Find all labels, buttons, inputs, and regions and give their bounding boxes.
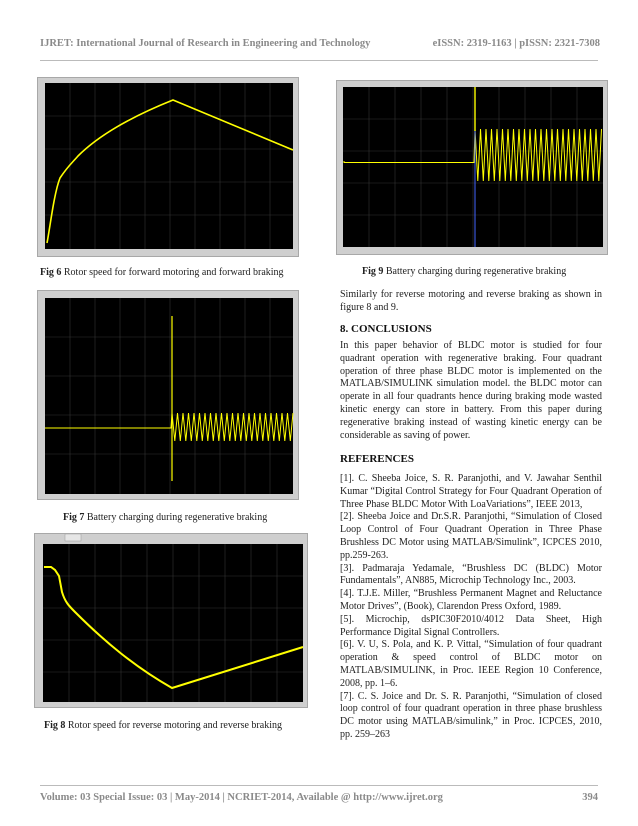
intro-paragraph: Similarly for reverse motoring and reverse braking as shown in figure 8 and 9.: [340, 289, 602, 313]
footer-text: Volume: 03 Special Issue: 03 | May-2014 | NCRIET-2014, Available @ http://www.ijret.org: [40, 792, 443, 803]
reference-item: [6]. V. U, S. Pola, and K. P. Vittal, “Simulation of four quadrant operation & speed control of BLDC motor on MATLAB/SIMULINK, in Proc. IEEE Region 10 Conference, 2008, pp. 1–6.: [340, 639, 602, 689]
conclusions-paragraph: In this paper behavior of BLDC motor is studied for four quadrant operation with regenerative braking. Four quadrant operation of three phase BLDC motor is implemented on the MATLAB/SIMULINK simulation model. the BLDC motor can operate in all four quadrants hence during braking mode wasted kinetic energy can store in battery. From this paper during regenerative braking instead of wasting kinetic energy can be considerable as saving of power.: [340, 340, 602, 441]
fig9-scope: [336, 80, 608, 255]
page-footer: [40, 792, 598, 803]
footer-rule: [40, 785, 598, 786]
conclusions-heading: 8. CONCLUSIONS: [340, 323, 432, 335]
fig8-label: Fig 8: [44, 720, 66, 731]
header-rule: [40, 60, 598, 61]
fig6-text: Rotor speed for forward motoring and forward braking: [63, 267, 284, 278]
journal-title: IJRET: International Journal of Research in Engineering and Technology: [40, 38, 371, 49]
fig8-text: Rotor speed for reverse motoring and reverse braking: [67, 720, 282, 731]
fig6-caption: [40, 267, 284, 278]
scope-screen: [45, 298, 293, 494]
scope-screen: [45, 83, 293, 249]
reference-item: [7]. C. S. Joice and Dr. S. R. Paranjothi, “Simulation of closed loop control of four quadrant operation in three phase brushless DC motor using MATLAB/simulink,” in Proc. ICPCES, 2010, pp. 259–263: [340, 690, 602, 740]
fig8-caption: [44, 720, 282, 731]
reference-item: [2]. Sheeba Joice and Dr.S.R. Paranjothi, “Simulation of Closed Loop Control of Four Quadrant Operation in Three Phase Brushless DC Motor using MATLAB/Simulink”, ICPCES 2010, pp.259-263.: [340, 511, 602, 561]
reference-item: [5]. Microchip, dsPIC30F2010/4012 Data Sheet, High Performance Digital Signal Controllers.: [340, 613, 602, 638]
fig7-caption: [63, 512, 267, 523]
fig9-caption: [362, 266, 566, 277]
references-heading: REFERENCES: [340, 453, 414, 465]
references-list: [340, 473, 602, 742]
fig7-scope: [37, 290, 299, 500]
fig8-scope: [34, 533, 308, 708]
fig7-label: Fig 7: [63, 512, 85, 523]
reference-item: [1]. C. Sheeba Joice, S. R. Paranjothi, and V. Jawahar Senthil Kumar “Digital Control Strategy for Four Quadrant Operation of Three Phase BLDC Motor With LoaVariations”, IEEE 2013,: [340, 473, 602, 510]
fig6-scope: [37, 77, 299, 257]
issn: eISSN: 2319-1163 | pISSN: 2321-7308: [432, 38, 600, 49]
fig6-label: Fig 6: [40, 267, 62, 278]
scope-toolbar-tab: [65, 534, 81, 541]
reference-item: [3]. Padmaraja Yedamale, “Brushless DC (BLDC) Motor Fundamentals”, AN885, Microchip Technology Inc., 2003.: [340, 562, 602, 587]
reference-item: [4]. T.J.E. Miller, “Brushless Permanent Magnet and Reluctance Motor Drives”, (Book), Clarendon Press Oxford, 1989.: [340, 588, 602, 612]
fig9-text: Battery charging during regenerative braking: [385, 266, 567, 277]
page-number: 394: [582, 792, 598, 803]
fig9-label: Fig 9: [362, 266, 384, 277]
fig7-text: Battery charging during regenerative braking: [86, 512, 268, 523]
